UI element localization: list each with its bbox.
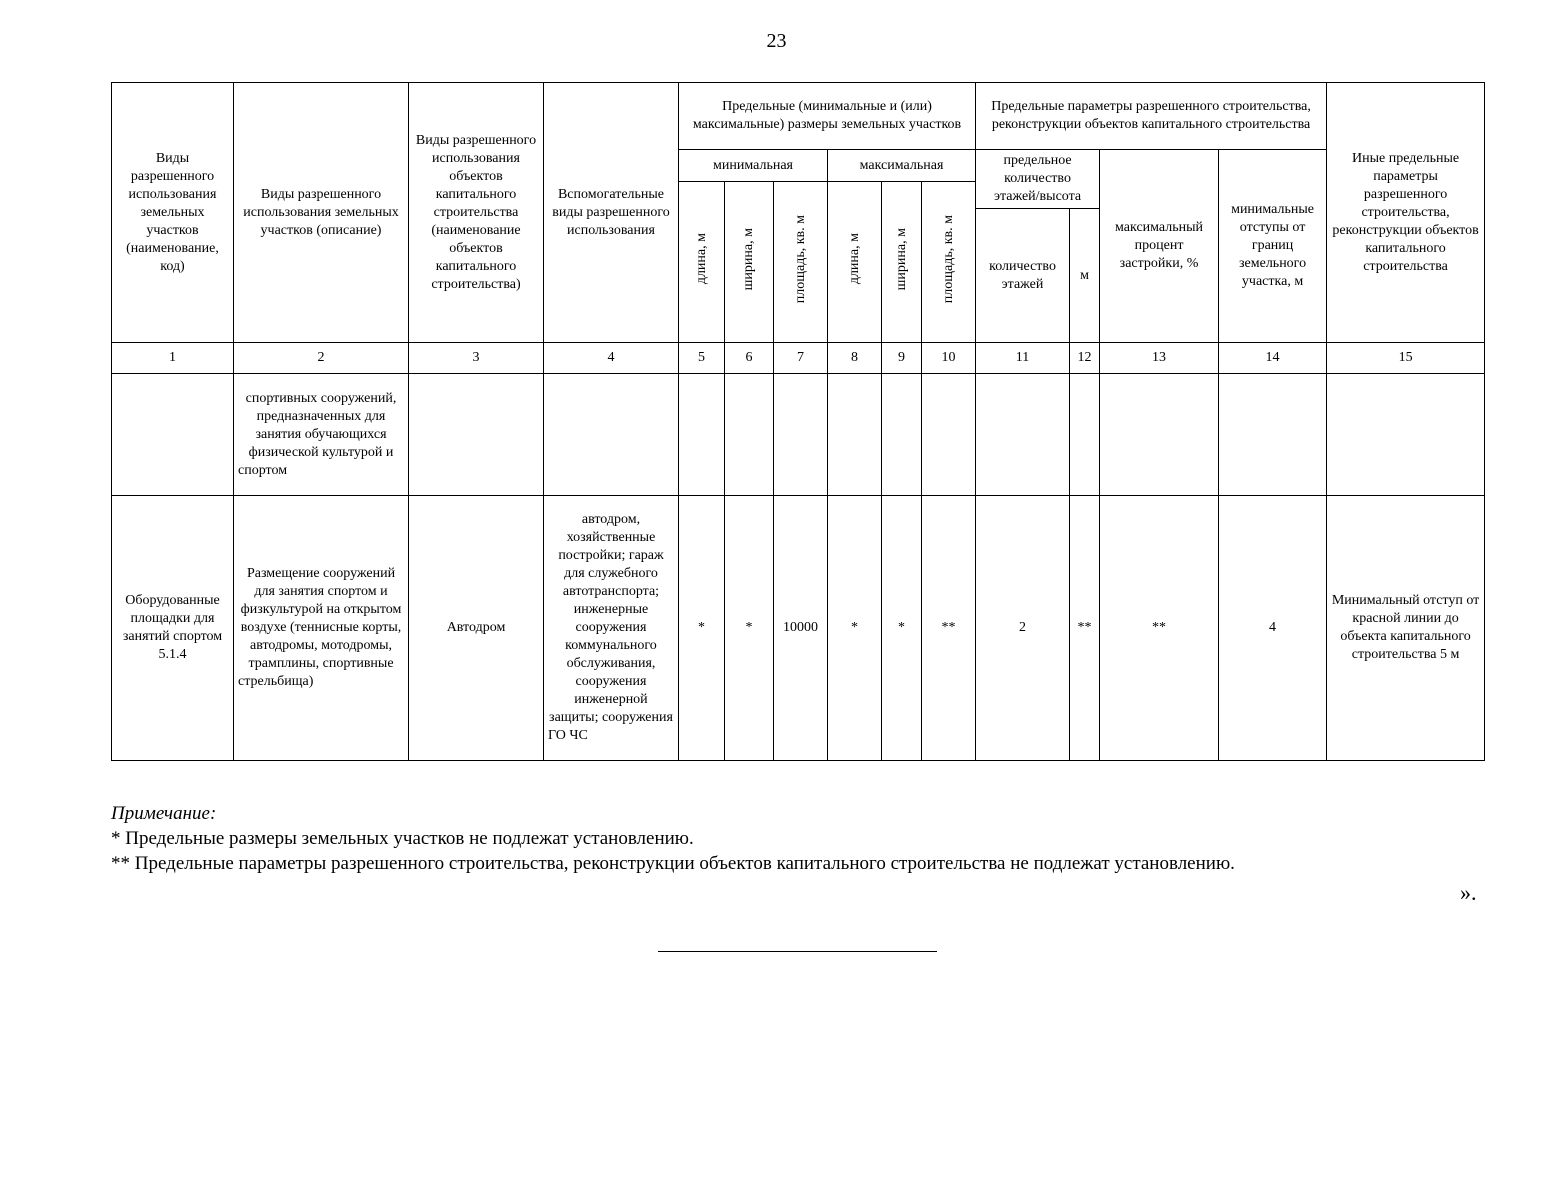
column-number: 5 bbox=[679, 343, 725, 374]
cell-max-area: ** bbox=[922, 496, 976, 761]
header-height-m: м bbox=[1070, 209, 1100, 343]
column-number: 10 bbox=[922, 343, 976, 374]
header-minimum: минимальная bbox=[679, 150, 828, 182]
header-min-area: площадь, кв. м bbox=[792, 214, 808, 304]
cell-max-width bbox=[882, 374, 922, 496]
header-maximum: максимальная bbox=[828, 150, 976, 182]
column-number: 2 bbox=[234, 343, 409, 374]
header-min-length: длина, м bbox=[693, 233, 709, 285]
cell-land-use-description: Размещение сооружений для занятия спортом и физкультурой на открытом воздухе (теннисные корты, автодромы, мотодромы, трамплины, спортивные стрельбища) bbox=[234, 496, 409, 761]
cell-setbacks bbox=[1219, 374, 1327, 496]
cell-land-use-name: Оборудованные площадки для занятий спортом 5.1.4 bbox=[112, 496, 234, 761]
column-number: 3 bbox=[409, 343, 544, 374]
column-number: 4 bbox=[544, 343, 679, 374]
column-number: 13 bbox=[1100, 343, 1219, 374]
cell-height bbox=[1070, 374, 1100, 496]
cell-coverage: ** bbox=[1100, 496, 1219, 761]
header-min-width: ширина, м bbox=[741, 227, 756, 291]
cell-land-use-description: спортивных сооружений, предназначенных для занятия обучающихся физической культурой и спортом bbox=[234, 374, 409, 496]
cell-max-length bbox=[828, 374, 882, 496]
cell-capital-construction: Автодром bbox=[409, 496, 544, 761]
cell-capital-construction bbox=[409, 374, 544, 496]
cell-land-use-name bbox=[112, 374, 234, 496]
cell-max-length: * bbox=[828, 496, 882, 761]
regulations-table bbox=[111, 82, 1485, 761]
notes-section bbox=[111, 801, 1235, 876]
header-land-use-name-code: Виды разрешенного использования земельных участков (наименование, код) bbox=[112, 83, 234, 343]
column-number: 6 bbox=[725, 343, 774, 374]
page-number: 23 bbox=[766, 30, 787, 52]
cell-min-width: * bbox=[725, 496, 774, 761]
header-floors-height: предельное количество этажей/высота bbox=[976, 150, 1100, 209]
header-construction-limits: Предельные параметры разрешенного строительства, реконструкции объектов капитального строительства bbox=[976, 83, 1327, 150]
column-numbers-row bbox=[112, 343, 1485, 374]
header-capital-construction-use: Виды разрешенного использования объектов капитального строительства (наименование объектов капитального строительства) bbox=[409, 83, 544, 343]
column-number: 12 bbox=[1070, 343, 1100, 374]
column-number: 11 bbox=[976, 343, 1070, 374]
separator-line bbox=[658, 951, 937, 952]
note-construction-params: ** Предельные параметры разрешенного строительства, реконструкции объектов капитального строительства не подлежат установлению. bbox=[111, 853, 1235, 874]
notes-title: Примечание: bbox=[111, 803, 217, 824]
cell-other-limits bbox=[1327, 374, 1485, 496]
cell-min-area: 10000 bbox=[774, 496, 828, 761]
cell-min-length: * bbox=[679, 496, 725, 761]
cell-max-area bbox=[922, 374, 976, 496]
cell-coverage bbox=[1100, 374, 1219, 496]
table-row bbox=[112, 496, 1485, 761]
cell-auxiliary-use bbox=[544, 374, 679, 496]
cell-max-width: * bbox=[882, 496, 922, 761]
cell-floors: 2 bbox=[976, 496, 1070, 761]
cell-other-limits: Минимальный отступ от красной линии до объекта капитального строительства 5 м bbox=[1327, 496, 1485, 761]
header-max-length: длина, м bbox=[846, 233, 862, 285]
header-auxiliary-use: Вспомогательные виды разрешенного использования bbox=[544, 83, 679, 343]
cell-min-length bbox=[679, 374, 725, 496]
column-number: 15 bbox=[1327, 343, 1485, 374]
header-max-width: ширина, м bbox=[893, 227, 909, 291]
table-row bbox=[112, 374, 1485, 496]
header-other-limits: Иные предельные параметры разрешенного строительства, реконструкции объектов капитального строительства bbox=[1327, 83, 1485, 343]
column-number: 8 bbox=[828, 343, 882, 374]
column-number: 7 bbox=[774, 343, 828, 374]
cell-min-area bbox=[774, 374, 828, 496]
note-plot-sizes: * Предельные размеры земельных участков не подлежат установлению. bbox=[111, 828, 694, 849]
column-number: 9 bbox=[882, 343, 922, 374]
header-floors-count: количество этажей bbox=[976, 209, 1070, 343]
cell-min-width bbox=[725, 374, 774, 496]
cell-floors bbox=[976, 374, 1070, 496]
header-land-use-description: Виды разрешенного использования земельных участков (описание) bbox=[234, 83, 409, 343]
cell-auxiliary-use: автодром, хозяйственные постройки; гараж для служебного автотранспорта; инженерные сооружения коммунального обслуживания, сооружения инженерной защиты; сооружения ГО ЧС bbox=[544, 496, 679, 761]
column-number: 14 bbox=[1219, 343, 1327, 374]
header-min-setbacks: минимальные отступы от границ земельного участка, м bbox=[1219, 150, 1327, 343]
header-max-area: площадь, кв. м bbox=[940, 214, 956, 304]
column-number: 1 bbox=[112, 343, 234, 374]
cell-setbacks: 4 bbox=[1219, 496, 1327, 761]
cell-height: ** bbox=[1070, 496, 1100, 761]
closing-quote: ». bbox=[1460, 880, 1477, 905]
header-plot-size-limits: Предельные (минимальные и (или) максимальные) размеры земельных участков bbox=[679, 83, 976, 150]
header-max-coverage: максимальный процент застройки, % bbox=[1100, 150, 1219, 343]
